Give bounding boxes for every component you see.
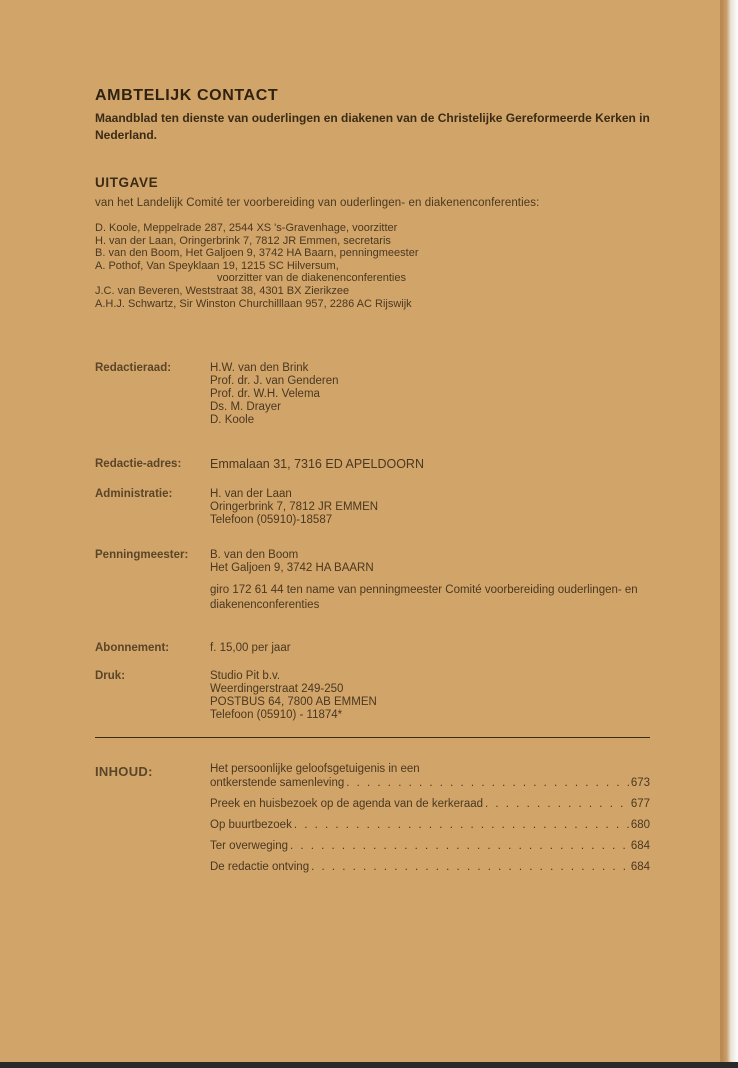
toc-entry[interactable] bbox=[210, 763, 650, 789]
address-line: Emmalaan 31, 7316 ED APELDOORN bbox=[210, 457, 424, 471]
phone-line: Telefoon (05910) - 11874* bbox=[210, 709, 343, 721]
penningmeester-label: Penningmeester: bbox=[95, 549, 189, 561]
editor-name: D. Koole bbox=[210, 414, 255, 426]
abonnement-value bbox=[210, 642, 660, 655]
contents-label: INHOUD: bbox=[95, 764, 153, 779]
toc-leader bbox=[485, 798, 629, 810]
address-line: POSTBUS 64, 7800 AB EMMEN bbox=[210, 696, 377, 708]
redactie-adres-value bbox=[210, 458, 660, 471]
toc-page-number: 680 bbox=[630, 819, 650, 831]
toc-page-number: 684 bbox=[630, 840, 650, 852]
editor-name: Ds. M. Drayer bbox=[210, 401, 281, 413]
masthead-title: AMBTELIJK CONTACT bbox=[95, 87, 279, 104]
page-edge bbox=[722, 0, 738, 1068]
toc-page-number: 677 bbox=[630, 798, 650, 810]
committee-member: B. van den Boom, Het Galjoen 9, 3742 HA Baarn, penningmeester bbox=[95, 247, 419, 260]
editor-name: H.W. van den Brink bbox=[210, 362, 309, 374]
committee-member: J.C. van Beveren, Weststraat 38, 4301 BX Zierikzee bbox=[95, 284, 350, 297]
toc-entry-title: Preek en huisbezoek op de agenda van de kerkeraad bbox=[210, 798, 484, 810]
toc-entry-title: Ter overweging bbox=[210, 840, 288, 852]
committee-member: A.H.J. Schwartz, Sir Winston Churchilllaan 957, 2286 AC Rijswijk bbox=[95, 297, 412, 310]
toc-entry-title: Op buurtbezoek bbox=[210, 819, 292, 831]
administratie-value bbox=[210, 488, 660, 527]
toc-leader bbox=[294, 819, 629, 831]
druk-label: Druk: bbox=[95, 670, 126, 682]
toc-leader bbox=[346, 777, 629, 789]
address-line: B. van den Boom bbox=[210, 549, 299, 561]
toc-entry[interactable] bbox=[210, 861, 650, 873]
penningmeester-value bbox=[210, 549, 660, 613]
committee-member-role: voorzitter van de diakenenconferenties bbox=[217, 272, 406, 285]
publisher-intro: van het Landelijk Comité ter voorbereiding van ouderlingen- en diakenenconferenties: bbox=[95, 197, 540, 209]
address-line: Oringerbrink 7, 7812 JR EMMEN bbox=[210, 501, 379, 513]
committee-member: D. Koole, Meppelrade 287, 2544 XS 's-Gravenhage, voorzitter bbox=[95, 222, 398, 234]
administratie-label: Administratie: bbox=[95, 488, 173, 500]
toc-entry-title: ontkerstende samenleving bbox=[210, 777, 345, 789]
publisher-heading: UITGAVE bbox=[95, 175, 159, 190]
committee-member: H. van der Laan, Oringerbrink 7, 7812 JR Emmen, secretaris bbox=[95, 234, 391, 247]
toc-page-number: 673 bbox=[630, 777, 650, 789]
editor-name: Prof. dr. J. van Genderen bbox=[210, 375, 339, 387]
phone-line: Telefoon (05910)-18587 bbox=[210, 514, 333, 526]
redactieraad-value bbox=[210, 362, 660, 427]
address-line: Het Galjoen 9, 3742 HA BAARN bbox=[210, 562, 374, 574]
address-line: Weerdingerstraat 249-250 bbox=[210, 683, 344, 695]
masthead-subtitle: Maandblad ten dienste van ouderlingen en diakenen van de Christelijke Gereformeerde Kerken in Nederland. bbox=[95, 111, 650, 142]
address-line: Studio Pit b.v. bbox=[210, 670, 281, 682]
address-line: H. van der Laan bbox=[210, 488, 292, 500]
committee-member: A. Pothof, Van Speyklaan 19, 1215 SC Hilversum, bbox=[95, 259, 339, 272]
toc-entry[interactable] bbox=[210, 798, 650, 810]
price-line: f. 15,00 per jaar bbox=[210, 642, 291, 654]
editor-name: Prof. dr. W.H. Velema bbox=[210, 388, 320, 400]
table-of-contents bbox=[210, 763, 650, 882]
redactieraad-label: Redactieraad: bbox=[95, 362, 172, 374]
toc-leader bbox=[311, 861, 629, 873]
toc-entry-title-first-line: Het persoonlijke geloofsgetuigenis in een bbox=[210, 763, 420, 775]
toc-entry[interactable] bbox=[210, 819, 650, 831]
redactie-adres-label: Redactie-adres: bbox=[95, 458, 182, 470]
abonnement-label: Abonnement: bbox=[95, 642, 170, 654]
committee-list bbox=[95, 222, 655, 310]
giro-text: giro 172 61 44 ten name van penningmeester Comité voorbereiding ouderlingen- en diakenenconferenties bbox=[210, 584, 638, 611]
section-divider bbox=[95, 737, 650, 738]
page-shadow bbox=[0, 1062, 738, 1068]
toc-page-number: 684 bbox=[630, 861, 650, 873]
toc-entry-title: De redactie ontving bbox=[210, 861, 310, 873]
druk-value bbox=[210, 670, 660, 722]
toc-leader bbox=[290, 840, 629, 852]
toc-entry[interactable] bbox=[210, 840, 650, 852]
